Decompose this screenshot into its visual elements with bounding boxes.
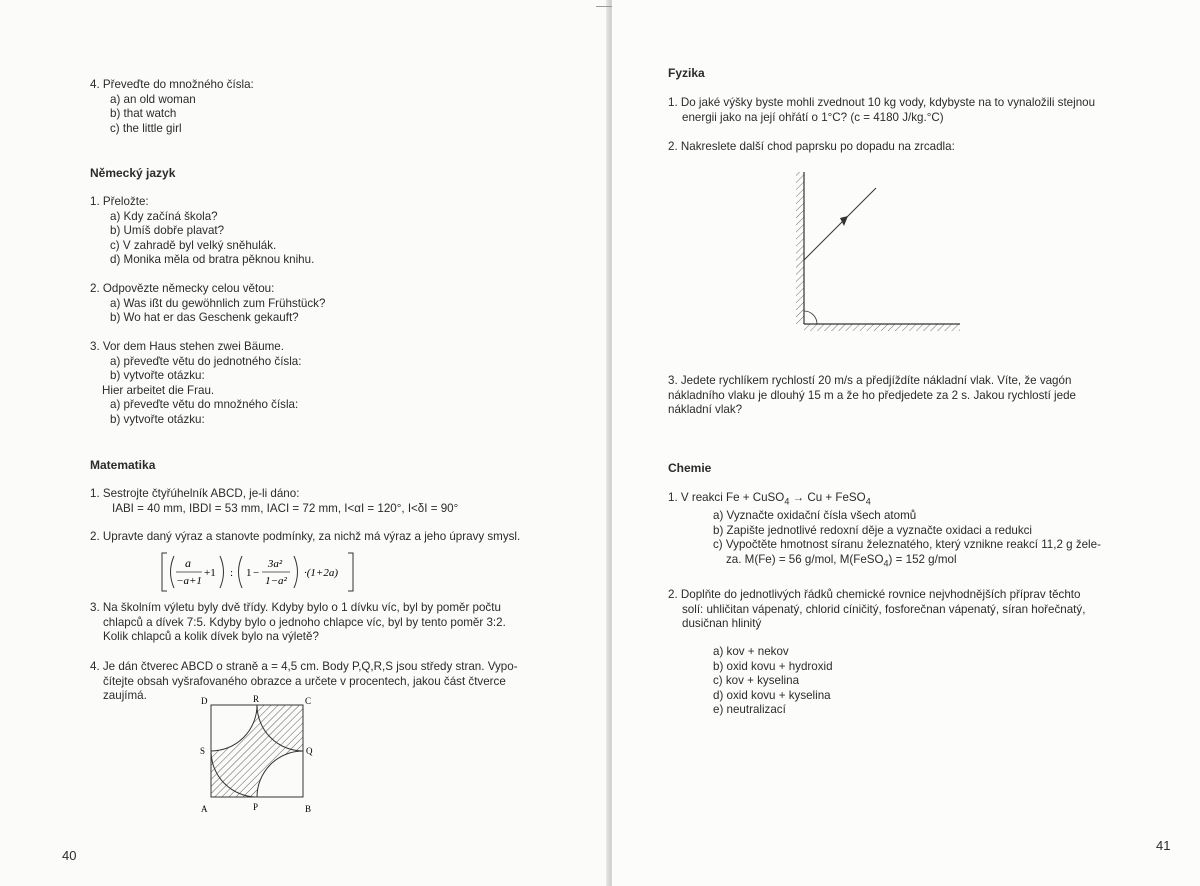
list-item: a) Vyznačte oxidační čísla všech atomů: [713, 508, 917, 522]
chemistry-question-2: [668, 588, 1085, 632]
section-heading-chemistry: Chemie: [668, 461, 712, 475]
vertex-label-q: Q: [306, 746, 313, 756]
mirror-diagram: [784, 166, 974, 338]
list-item: d) Monika měla od bratra pěknou knihu.: [110, 253, 315, 267]
list-item: b) Zapište jednotlivé redoxní děje a vyznačte oxidaci a redukci: [713, 523, 1033, 537]
list-item: c) V zahradě byl velký sněhulák.: [110, 238, 277, 252]
reaction-part: → Cu + FeSO: [789, 491, 866, 504]
list-item: a) an old woman: [110, 92, 196, 106]
question-text: 3. Na školním výletu byly dvě třídy. Kdyby bylo o 1 dívku víc, byl by poměr počtu: [90, 601, 501, 614]
question-text: 3. Jedete rychlíkem rychlostí 20 m/s a předjíždíte nákladní vlak. Víte, že vagón: [668, 374, 1072, 387]
question-title: 4. Převeďte do množného čísla:: [90, 78, 254, 91]
physics-question-3: [668, 374, 1076, 418]
list-item: b) Wo hat er das Geschenk gekauft?: [110, 311, 299, 325]
math-formula: [158, 550, 388, 594]
question-text: 2. Nakreslete další chod paprsku po dopadu na zrcadla:: [668, 140, 955, 153]
question-text: nákladního vlaku je dlouhý 15 m a že ho předjedete za 2 s. Jakou rychlostí jede: [668, 388, 1076, 402]
formula-a: a: [185, 556, 191, 570]
chemistry-question-1: [668, 491, 1101, 571]
math-question-2: [90, 530, 520, 545]
text-part: ) = 152 g/mol: [888, 552, 957, 566]
list-item: a) Was ißt du gewöhnlich zum Frühstück?: [110, 296, 326, 310]
formula-num2: 3a²: [267, 558, 283, 570]
vertex-label-d: D: [201, 696, 208, 706]
list-item: a) převeďte větu do jednotného čísla:: [110, 354, 302, 368]
formula-den2: 1−a²: [265, 575, 287, 587]
german-question-3: [90, 340, 301, 428]
list-item: c) Vypočtěte hmotnost síranu železnatého, který vznikne reakcí 11,2 g žele-: [713, 538, 1101, 552]
list-item: b) Umíš dobře plavat?: [110, 224, 225, 238]
question-text: IABI = 40 mm, IBDI = 53 mm, IACI = 72 mm, I<αI = 120°, I<δI = 90°: [112, 501, 459, 515]
svg-text::: :: [230, 567, 234, 579]
question-text: 2. Upravte daný výraz a stanovte podmínky, za nichž má výraz a jeho úpravy smysl.: [90, 530, 521, 543]
reaction-part: 1. V reakci Fe + CuSO: [668, 491, 785, 504]
text-part: za. M(Fe) = 56 g/mol, M(FeSO: [726, 552, 884, 566]
subscript: 4: [865, 496, 871, 507]
list-item: b) vytvořte otázku:: [110, 369, 205, 383]
question-text: čítejte obsah vyšrafovaného obrazce a určete v procentech, jakou část čtverce: [103, 674, 506, 688]
vertex-label-c: C: [305, 696, 312, 706]
question-text: energii jako na její ohřátí o 1°C? (c = 4180 J/kg.°C): [682, 110, 944, 124]
german-question-2: [90, 282, 325, 326]
list-item: a) převeďte větu do množného čísla:: [110, 398, 299, 412]
list-item: e) neutralizací: [713, 703, 786, 717]
vertex-label-s: S: [200, 746, 206, 756]
list-item: b) that watch: [110, 107, 177, 121]
question-text: chlapců a dívek 7:5. Kdyby bylo o jednoho chlapce víc, byl by tento poměr 3:2.: [103, 615, 506, 629]
formula-one: 1: [246, 567, 252, 579]
question-text: solí: uhličitan vápenatý, chlorid cíničitý, fosforečnan vápenatý, síran hořečnatý,: [682, 602, 1086, 616]
vertex-label-r: R: [253, 694, 260, 704]
question-title: 1. Přeložte:: [90, 195, 149, 208]
formula-plus1: +1: [204, 567, 216, 579]
question-sentence: Hier arbeitet die Frau.: [102, 383, 215, 397]
vertex-label-b: B: [305, 804, 312, 814]
section-heading-physics: Fyzika: [668, 66, 705, 80]
list-item-continued: [668, 553, 1101, 571]
math-question-1: [90, 487, 458, 516]
question-text: 4. Je dán čtverec ABCD o straně a = 4,5 cm. Body P,Q,R,S jsou středy stran. Vypo-: [90, 660, 518, 673]
formula-den1: −a+1: [176, 575, 202, 587]
reaction-line: [668, 491, 1101, 509]
question-title: 3. Vor dem Haus stehen zwei Bäume.: [90, 340, 284, 353]
physics-question-2: [668, 140, 955, 155]
subscript: 4: [883, 558, 889, 568]
list-item: c) kov + kyselina: [713, 674, 800, 688]
english-question-4: [90, 78, 254, 136]
subscript: 4: [784, 496, 790, 507]
list-item: b) oxid kovu + hydroxid: [713, 659, 833, 673]
section-heading-german: Německý jazyk: [90, 166, 176, 180]
question-text: nákladní vlak?: [668, 403, 743, 417]
formula-tail: ·(1+2a): [304, 567, 338, 579]
vertex-label-a: A: [201, 804, 208, 814]
question-text: 1. Sestrojte čtyřúhelník ABCD, je-li dáno:: [90, 487, 300, 500]
svg-text:−: −: [253, 567, 260, 579]
question-text: 1. Do jaké výšky byste mohli zvednout 10 kg vody, kdybyste na to vynaložili stejnou: [668, 96, 1096, 109]
math-question-3: [90, 601, 506, 645]
right-page: [612, 0, 1200, 886]
page-number-right: 41: [1156, 838, 1171, 853]
chemistry-answer-list: [668, 645, 833, 718]
page-number-left: 40: [62, 848, 77, 863]
list-item: c) the little girl: [110, 121, 182, 135]
list-item: d) oxid kovu + kyselina: [713, 688, 831, 702]
list-item: a) Kdy začíná škola?: [110, 209, 218, 223]
question-title: 2. Odpovězte německy celou větou:: [90, 282, 275, 295]
list-item: b) vytvořte otázku:: [110, 412, 205, 426]
square-diagram: [192, 692, 322, 816]
physics-question-1: [668, 96, 1095, 125]
question-text: 2. Doplňte do jednotlivých řádků chemické rovnice nejvhodnějších příprav těchto: [668, 588, 1081, 601]
list-item: a) kov + nekov: [713, 645, 789, 658]
vertex-label-p: P: [253, 802, 259, 812]
section-heading-math: Matematika: [90, 458, 156, 472]
question-text: dusičnan hlinitý: [682, 617, 762, 631]
question-text: Kolik chlapců a kolik dívek bylo na výletě?: [103, 630, 319, 644]
german-question-1: [90, 195, 314, 268]
question-text: zaujímá.: [103, 689, 147, 703]
